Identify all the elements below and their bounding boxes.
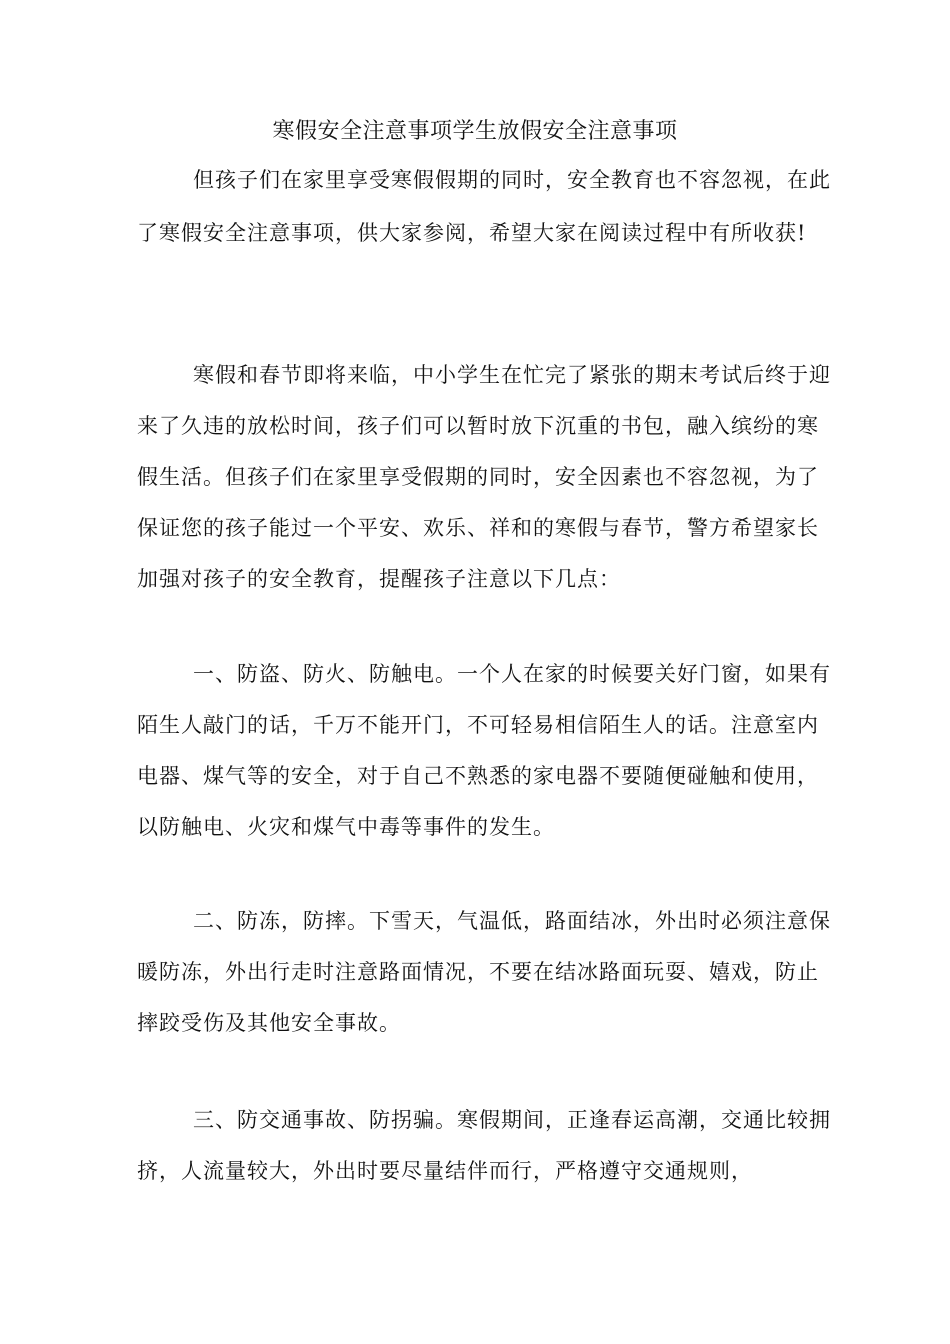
document-title: 寒假安全注意事项学生放假安全注意事项	[272, 119, 678, 144]
paragraph-item-1: 一、防盗、防火、防触电。一个人在家的时候要关好门窗，如果有陌生人敲门的话，千万不能开门，不可轻易相信陌生人的话。注意室内电器、煤气等的安全，对于自己不熟悉的家电器不要随便碰触和使用，以防触电、火灾和煤气中毒等事件的发生。	[137, 662, 831, 839]
paragraph-item-3: 三、防交通事故、防拐骗。寒假期间，正逢春运高潮，交通比较拥挤，人流量较大，外出时要尽量结伴而行，严格遵守交通规则，	[137, 1108, 831, 1183]
paragraph-item-2: 二、防冻，防摔。下雪天，气温低，路面结冰，外出时必须注意保暖防冻，外出行走时注意路面情况，不要在结冰路面玩耍、嬉戏，防止摔跤受伤及其他安全事故。	[137, 909, 831, 1035]
paragraph-background: 寒假和春节即将来临，中小学生在忙完了紧张的期末考试后终于迎来了久违的放松时间，孩子们可以暂时放下沉重的书包，融入缤纷的寒假生活。但孩子们在家里享受假期的同时，安全因素也不容忽视，为了保证您的孩子能过一个平安、欢乐、祥和的寒假与春节，警方希望家长加强对孩子的安全教育，提醒孩子注意以下几点：	[137, 363, 831, 591]
paragraph-intro: 但孩子们在家里享受寒假假期的同时，安全教育也不容忽视，在此了寒假安全注意事项，供大家参阅，希望大家在阅读过程中有所收获!	[137, 168, 831, 245]
